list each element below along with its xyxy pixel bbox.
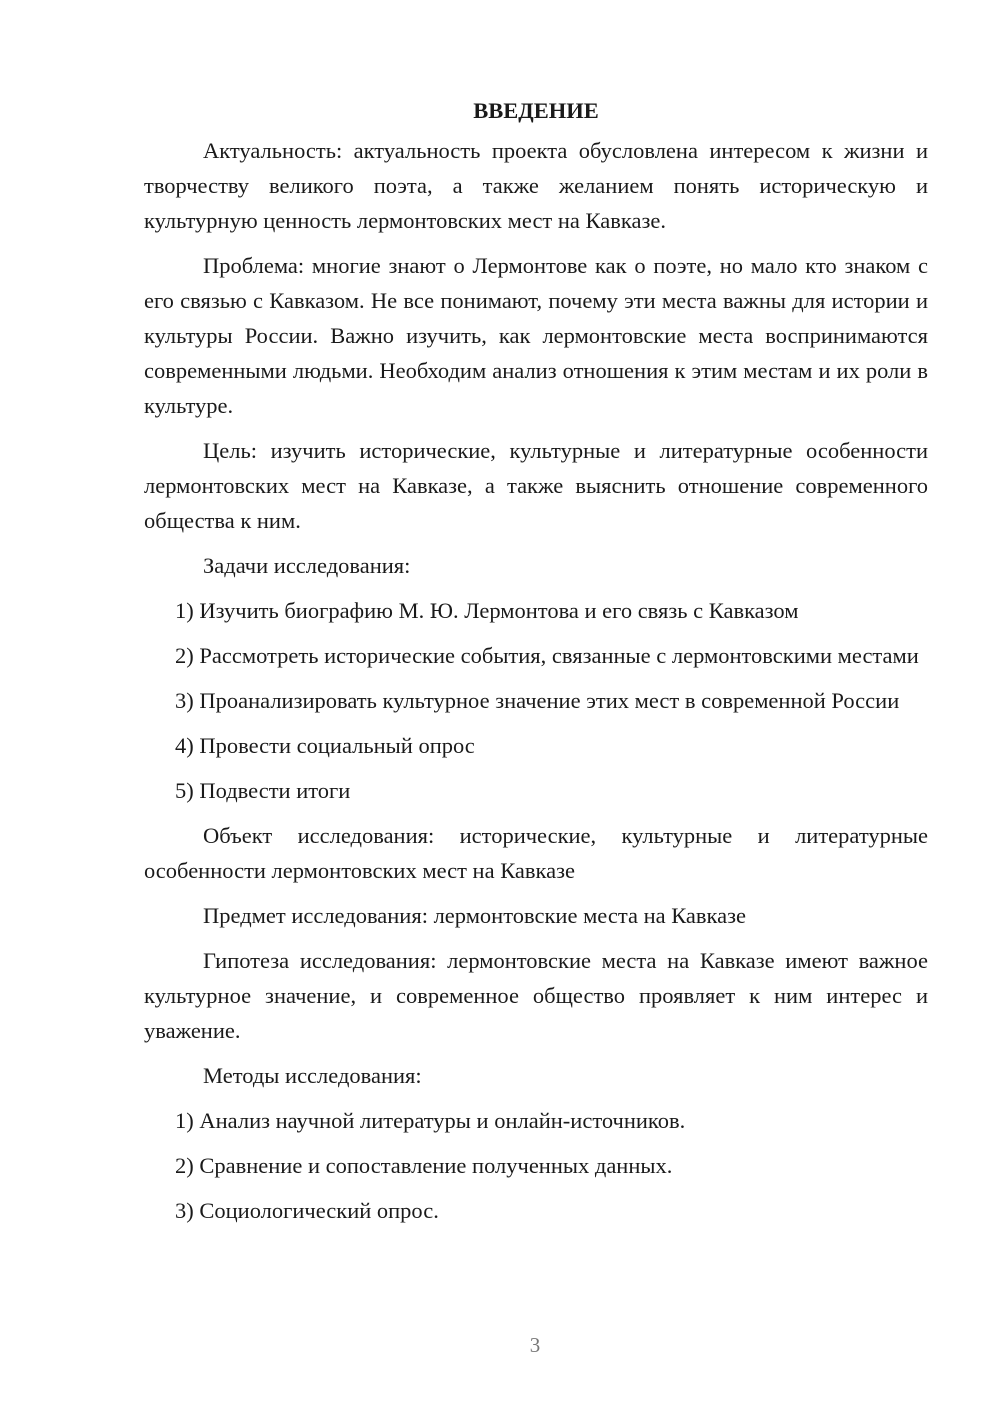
task-item: 4) Провести социальный опрос (175, 733, 475, 758)
tasks-heading: Задачи исследования: (203, 553, 411, 578)
paragraph-subject: Предмет исследования: лермонтовские места на Кавказе (203, 903, 746, 928)
page-number: 3 (529, 1333, 541, 1357)
paragraph-relevance: Актуальность: актуальность проекта обусловлена интересом к жизни и творчеству великого поэта, а также желанием понять историческую и культурную ценность лермонтовских мест на Кавказе. (144, 138, 928, 233)
paragraph-hypothesis: Гипотеза исследования: лермонтовские места на Кавказе имеют важное культурное значение, и современное общество проявляет к ним интерес и уважение. (144, 948, 928, 1043)
paragraph-goal: Цель: изучить исторические, культурные и литературные особенности лермонтовских мест на Кавказе, а также выяснить отношение современного общества к ним. (144, 438, 928, 533)
task-item: 2) Рассмотреть исторические события, связанные с лермонтовскими местами (175, 643, 919, 668)
method-item: 2) Сравнение и сопоставление полученных данных. (175, 1153, 673, 1178)
methods-heading: Методы исследования: (203, 1063, 422, 1088)
method-item: 3) Социологический опрос. (175, 1198, 439, 1223)
task-item: 5) Подвести итоги (175, 778, 351, 803)
task-item: 1) Изучить биографию М. Ю. Лермонтова и его связь с Кавказом (175, 598, 799, 623)
page-content (144, 92, 928, 1238)
paragraph-problem: Проблема: многие знают о Лермонтове как о поэте, но мало кто знаком с его связью с Кавказом. Не все понимают, почему эти места важны для истории и культуры России. Важно изучить, как лермонтовские места воспринимаются современными людьми. Необходим анализ отношения к этим местам и их роли в культуре. (144, 253, 928, 418)
page-title: ВВЕДЕНИЕ (473, 98, 599, 123)
paragraph-object: Объект исследования: исторические, культурные и литературные особенности лермонтовских мест на Кавказе (144, 823, 928, 883)
method-item: 1) Анализ научной литературы и онлайн-источников. (175, 1108, 686, 1133)
task-item: 3) Проанализировать культурное значение этих мест в современной России (175, 688, 900, 713)
